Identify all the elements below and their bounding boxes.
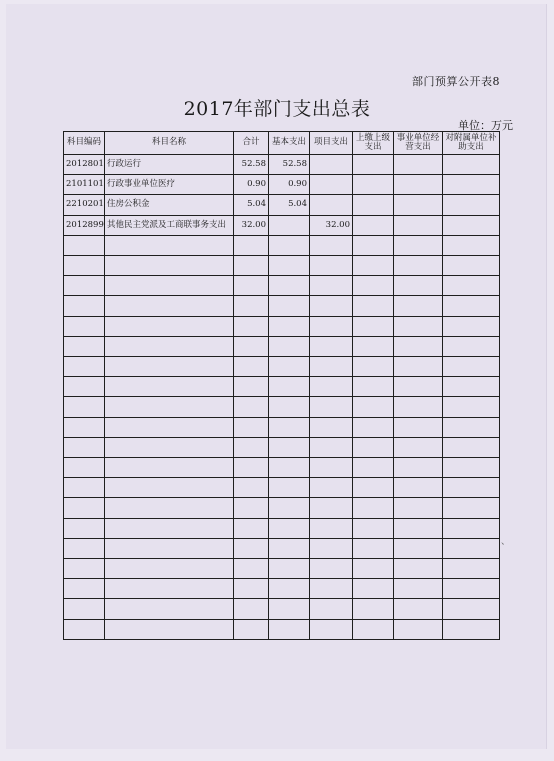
table-cell — [269, 619, 310, 639]
table-cell — [64, 235, 105, 255]
table-cell — [269, 498, 310, 518]
table-row — [64, 215, 500, 235]
table-cell — [310, 316, 353, 336]
table-cell — [234, 437, 269, 457]
table-row-empty — [64, 518, 500, 538]
table-cell — [353, 579, 394, 599]
table-cell — [64, 417, 105, 437]
table-row-empty — [64, 458, 500, 478]
table-cell — [443, 256, 500, 276]
table-cell — [394, 458, 443, 478]
table-cell — [394, 538, 443, 558]
table-cell: 32.00 — [310, 215, 353, 235]
table-cell — [394, 478, 443, 498]
unit-label: 单位：万元 — [458, 119, 513, 132]
table-row-empty — [64, 538, 500, 558]
table-row-empty — [64, 559, 500, 579]
table-cell — [353, 336, 394, 356]
table-cell — [394, 357, 443, 377]
table-cell — [394, 215, 443, 235]
table-cell: 32.00 — [234, 215, 269, 235]
table-cell — [353, 296, 394, 316]
column-header: 对附属单位补助支出 — [443, 132, 500, 155]
table-cell — [105, 538, 234, 558]
table-cell — [443, 417, 500, 437]
table-row-empty — [64, 599, 500, 619]
table-cell — [353, 559, 394, 579]
table-cell — [234, 316, 269, 336]
table-cell: 52.58 — [234, 155, 269, 175]
table-cell — [64, 538, 105, 558]
table-cell — [443, 437, 500, 457]
table-cell: 其他民主党派及工商联事务支出 — [105, 215, 234, 235]
table-cell — [310, 417, 353, 437]
table-cell — [394, 417, 443, 437]
table-cell — [105, 397, 234, 417]
table-cell — [353, 155, 394, 175]
table-cell: 5.04 — [269, 195, 310, 215]
table-cell — [310, 256, 353, 276]
table-cell — [64, 579, 105, 599]
form-number: 部门预算公开表8 — [412, 75, 500, 88]
table-cell — [443, 579, 500, 599]
table-row-empty — [64, 336, 500, 356]
table-cell — [353, 357, 394, 377]
table-cell — [269, 235, 310, 255]
table-cell — [269, 397, 310, 417]
table-cell — [105, 599, 234, 619]
table-body — [64, 155, 500, 640]
table-cell — [234, 417, 269, 437]
table-cell — [394, 437, 443, 457]
table-cell — [64, 518, 105, 538]
table-cell — [394, 619, 443, 639]
table-cell — [269, 437, 310, 457]
table-cell: 5.04 — [234, 195, 269, 215]
page-title: 2017年部门支出总表 — [183, 98, 371, 120]
table-cell — [234, 256, 269, 276]
column-header: 基本支出 — [269, 132, 310, 155]
table-cell — [394, 256, 443, 276]
table-cell — [443, 155, 500, 175]
table-cell — [269, 478, 310, 498]
table-cell — [394, 175, 443, 195]
table-cell — [310, 155, 353, 175]
table-cell — [443, 518, 500, 538]
table-cell — [353, 195, 394, 215]
table-cell — [394, 296, 443, 316]
table-cell — [64, 599, 105, 619]
table-cell — [443, 316, 500, 336]
table-cell — [105, 498, 234, 518]
table-cell — [443, 296, 500, 316]
table-cell — [234, 579, 269, 599]
table-cell: 0.90 — [234, 175, 269, 195]
table-cell — [234, 478, 269, 498]
table-cell — [269, 276, 310, 296]
column-header: 科目编码 — [64, 132, 105, 155]
table-cell — [394, 579, 443, 599]
table-cell — [105, 316, 234, 336]
table-cell — [310, 175, 353, 195]
table-cell — [234, 518, 269, 538]
table-cell — [353, 235, 394, 255]
table-cell — [443, 619, 500, 639]
table-row-empty — [64, 377, 500, 397]
table-cell — [234, 458, 269, 478]
table-cell — [64, 336, 105, 356]
table-cell — [105, 417, 234, 437]
table-cell — [310, 599, 353, 619]
table-header-row — [64, 132, 500, 155]
table-cell: 2012801 — [64, 155, 105, 175]
table-cell — [310, 336, 353, 356]
table-row — [64, 195, 500, 215]
table-cell — [64, 256, 105, 276]
table-cell — [310, 437, 353, 457]
table-cell — [353, 175, 394, 195]
table-cell: 0.90 — [269, 175, 310, 195]
table-cell — [269, 579, 310, 599]
table-cell — [310, 357, 353, 377]
table-cell — [394, 336, 443, 356]
table-cell — [105, 256, 234, 276]
table-cell — [394, 195, 443, 215]
table-cell — [353, 458, 394, 478]
table-cell — [353, 397, 394, 417]
column-header: 上缴上级支出 — [353, 132, 394, 155]
table-row-empty — [64, 296, 500, 316]
table-cell — [64, 619, 105, 639]
table-cell — [105, 559, 234, 579]
table-cell — [443, 235, 500, 255]
table-cell — [443, 175, 500, 195]
table-cell: 2210201 — [64, 195, 105, 215]
table-cell — [64, 276, 105, 296]
table-cell — [105, 619, 234, 639]
table-cell — [353, 538, 394, 558]
table-cell — [269, 377, 310, 397]
table-cell — [64, 357, 105, 377]
table-cell — [353, 619, 394, 639]
table-cell — [234, 599, 269, 619]
table-cell — [105, 458, 234, 478]
table-cell: 52.58 — [269, 155, 310, 175]
table-cell — [443, 538, 500, 558]
table-cell — [234, 336, 269, 356]
table-cell — [394, 397, 443, 417]
table-cell — [353, 215, 394, 235]
table-cell — [353, 256, 394, 276]
table-cell — [234, 498, 269, 518]
table-cell — [269, 559, 310, 579]
table-cell — [64, 478, 105, 498]
table-row-empty — [64, 276, 500, 296]
table-row — [64, 175, 500, 195]
table-cell — [353, 498, 394, 518]
table-cell — [394, 377, 443, 397]
table-row-empty — [64, 498, 500, 518]
table-cell: 2101101 — [64, 175, 105, 195]
table-row-empty — [64, 357, 500, 377]
table-cell — [394, 276, 443, 296]
column-header: 项目支出 — [310, 132, 353, 155]
table-cell — [105, 296, 234, 316]
table-cell — [394, 235, 443, 255]
table-cell — [443, 397, 500, 417]
table-cell — [269, 256, 310, 276]
table-cell — [269, 296, 310, 316]
table-cell — [105, 478, 234, 498]
table-cell — [234, 235, 269, 255]
table-row-empty — [64, 417, 500, 437]
table-cell — [310, 538, 353, 558]
table-cell: 住房公积金 — [105, 195, 234, 215]
table-row-empty — [64, 579, 500, 599]
table-cell — [64, 559, 105, 579]
table-cell — [64, 296, 105, 316]
table-cell — [310, 478, 353, 498]
table-row-empty — [64, 256, 500, 276]
table-cell — [234, 296, 269, 316]
table-cell — [269, 336, 310, 356]
table-row — [64, 155, 500, 175]
table-cell — [353, 437, 394, 457]
table-row-empty — [64, 478, 500, 498]
table-cell — [269, 417, 310, 437]
table-cell — [310, 397, 353, 417]
table-cell — [394, 599, 443, 619]
table-cell: 行政运行 — [105, 155, 234, 175]
table-cell — [394, 316, 443, 336]
table-cell — [269, 538, 310, 558]
table-cell — [105, 235, 234, 255]
table-row-empty — [64, 619, 500, 639]
expenditure-table — [63, 131, 500, 640]
table-cell — [443, 195, 500, 215]
table-cell — [310, 619, 353, 639]
margin-mark: 、 — [501, 537, 511, 547]
table-cell: 行政事业单位医疗 — [105, 175, 234, 195]
table-cell — [234, 538, 269, 558]
table-cell — [64, 316, 105, 336]
table-cell — [310, 296, 353, 316]
table-cell — [269, 316, 310, 336]
table-cell — [443, 498, 500, 518]
table-cell: 2012899 — [64, 215, 105, 235]
table-cell — [269, 357, 310, 377]
table-cell — [269, 599, 310, 619]
table-cell — [443, 377, 500, 397]
table-cell — [310, 195, 353, 215]
column-header: 事业单位经营支出 — [394, 132, 443, 155]
column-header: 合计 — [234, 132, 269, 155]
table-cell — [269, 215, 310, 235]
table-cell — [105, 518, 234, 538]
table-cell — [443, 215, 500, 235]
table-row-empty — [64, 316, 500, 336]
table-cell — [443, 458, 500, 478]
table-cell — [353, 377, 394, 397]
table-cell — [353, 478, 394, 498]
table-cell — [353, 417, 394, 437]
table-cell — [234, 377, 269, 397]
table-cell — [310, 235, 353, 255]
table-cell — [234, 619, 269, 639]
table-cell — [105, 377, 234, 397]
table-cell — [234, 559, 269, 579]
table-cell — [394, 498, 443, 518]
table-cell — [394, 518, 443, 538]
table-cell — [353, 599, 394, 619]
table-cell — [64, 397, 105, 417]
table-cell — [64, 458, 105, 478]
table-cell — [64, 437, 105, 457]
table-cell — [105, 437, 234, 457]
table-cell — [353, 518, 394, 538]
table-cell — [310, 518, 353, 538]
table-cell — [269, 458, 310, 478]
table-cell — [443, 357, 500, 377]
column-header: 科目名称 — [105, 132, 234, 155]
table-cell — [310, 276, 353, 296]
table-cell — [105, 357, 234, 377]
table-cell — [234, 397, 269, 417]
table-cell — [310, 579, 353, 599]
table-cell — [443, 559, 500, 579]
table-cell — [443, 599, 500, 619]
table-cell — [394, 155, 443, 175]
table-cell — [310, 458, 353, 478]
table-cell — [234, 276, 269, 296]
table-row-empty — [64, 397, 500, 417]
table-cell — [443, 336, 500, 356]
table-cell — [105, 579, 234, 599]
table-cell — [269, 518, 310, 538]
table-cell — [310, 559, 353, 579]
table-cell — [443, 276, 500, 296]
table-cell — [105, 336, 234, 356]
table-cell — [394, 559, 443, 579]
table-cell — [310, 377, 353, 397]
table-cell — [310, 498, 353, 518]
table-cell — [105, 276, 234, 296]
table-cell — [64, 377, 105, 397]
table-cell — [353, 276, 394, 296]
table-cell — [64, 498, 105, 518]
table-row-empty — [64, 437, 500, 457]
table-cell — [353, 316, 394, 336]
table-row-empty — [64, 235, 500, 255]
table-cell — [234, 357, 269, 377]
table-cell — [443, 478, 500, 498]
